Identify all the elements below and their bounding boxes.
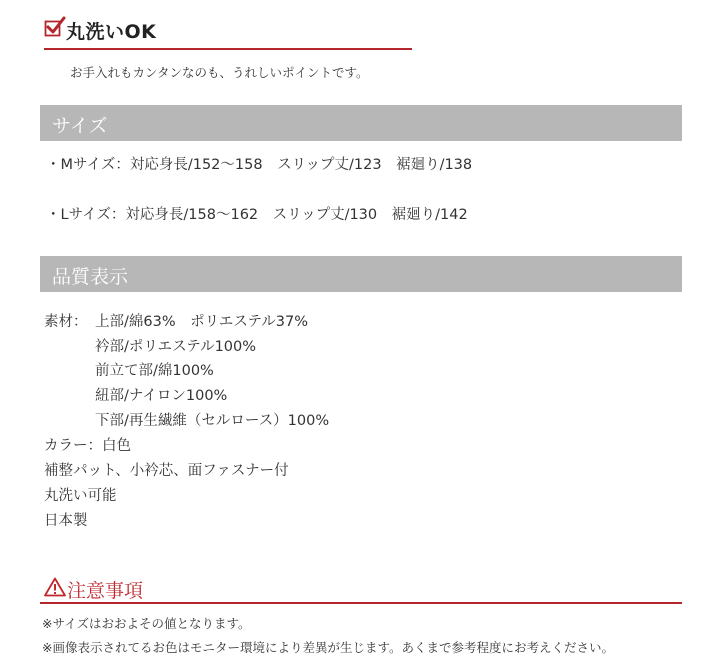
size-line-l: ・Lサイズ：対応身長/158〜162 スリップ丈/130 裾廻り/142	[46, 207, 468, 223]
material-line: 紐部/ナイロン100%	[95, 388, 228, 404]
caution-note: ※サイズはおおよその値となります。	[42, 616, 251, 631]
material-line: 下部/再生繊維（セルロース）100%	[95, 413, 330, 429]
quality-extra-line: 丸洗い可能	[44, 488, 117, 504]
size-section-header	[40, 105, 682, 141]
caution-note: ※画像表示されてるお色はモニター環境により差異が生じます。あくまで参考程度にお考えください。	[42, 640, 614, 655]
material-line: 前立て部/綿100%	[95, 363, 214, 379]
quality-extra-line: 日本製	[44, 513, 88, 529]
warning-triangle-icon	[44, 577, 66, 597]
caution-title: 注意事項	[67, 580, 144, 602]
quality-extra-line: 補整パット、小衿芯、面ファスナー付	[44, 463, 289, 479]
feature-description: お手入れもカンタンなのも、うれしいポイントです。	[70, 65, 369, 80]
feature-title: 丸洗いOK	[66, 21, 157, 43]
checkbox-check-icon	[44, 16, 66, 38]
material-line: 上部/綿63% ポリエステル37%	[95, 314, 309, 330]
caution-underline	[40, 602, 682, 604]
size-line-m: ・Mサイズ：対応身長/152〜158 スリップ丈/123 裾廻り/138	[46, 157, 473, 173]
quality-section-title: 品質表示	[52, 266, 129, 288]
color-line: カラー：白色	[44, 438, 131, 454]
size-section-title: サイズ	[52, 115, 108, 137]
quality-section-header	[40, 256, 682, 292]
material-label: 素材：	[44, 314, 88, 330]
feature-underline	[44, 48, 412, 50]
material-line: 衿部/ポリエステル100%	[95, 339, 257, 355]
